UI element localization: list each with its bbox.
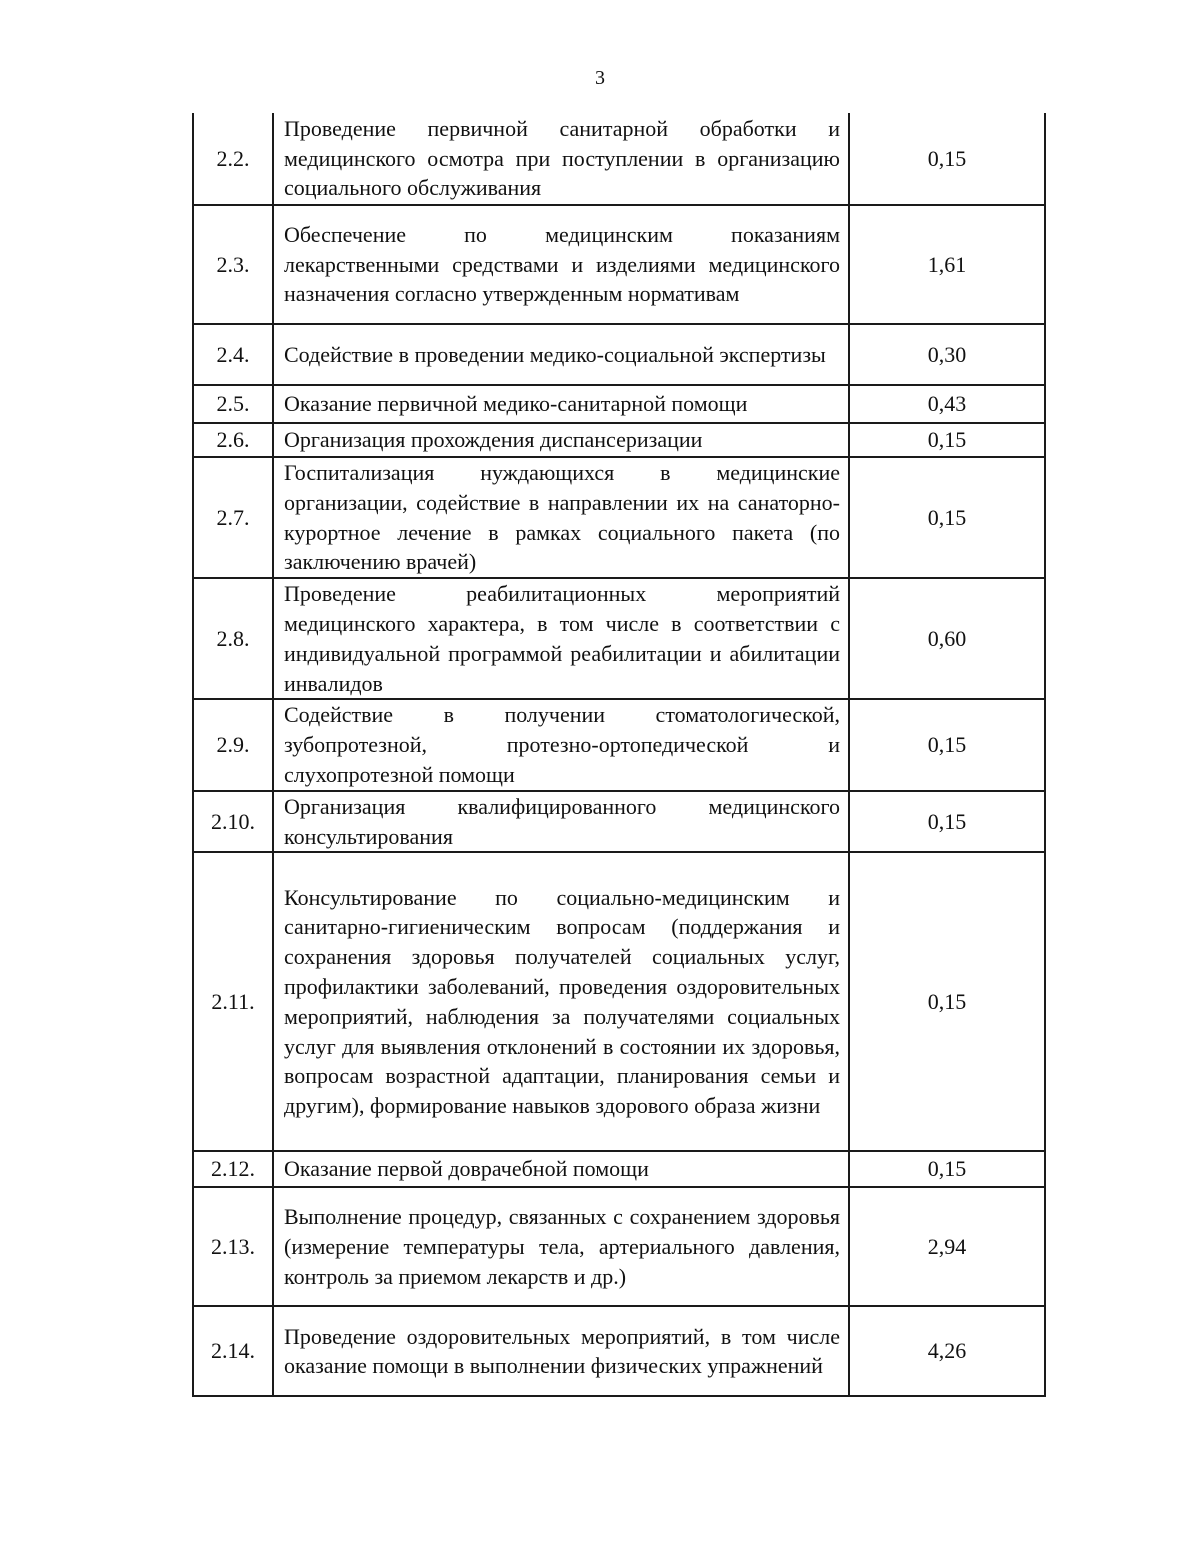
table-row [193,1187,1045,1306]
service-value: 0,15 [849,699,1045,790]
service-description: Организация прохождения диспансеризации [273,423,849,457]
service-value: 0,43 [849,385,1045,423]
service-description: Содействие в проведении медико-социальной экспертизы [273,324,849,385]
service-description: Организация квалифицированного медицинского консультирования [273,791,849,853]
row-number: 2.4. [193,324,273,385]
table-row [193,423,1045,457]
table-row [193,699,1045,790]
service-value: 1,61 [849,205,1045,324]
service-value: 0,15 [849,423,1045,457]
row-number: 2.9. [193,699,273,790]
row-number: 2.14. [193,1306,273,1396]
row-number: 2.5. [193,385,273,423]
table-row [193,205,1045,324]
service-value: 0,15 [849,113,1045,205]
row-number: 2.3. [193,205,273,324]
service-description: Содействие в получении стоматологической, зубопротезной, протезно-ортопедической и слухопротезной помощи [273,699,849,790]
table-row [193,324,1045,385]
row-number: 2.10. [193,791,273,853]
service-value: 0,15 [849,852,1045,1151]
table-row [193,1306,1045,1396]
table-row [193,385,1045,423]
table-row [193,1151,1045,1187]
page-number: 3 [595,67,605,89]
service-description: Проведение оздоровительных мероприятий, в том числе оказание помощи в выполнении физических упражнений [273,1306,849,1396]
row-number: 2.6. [193,423,273,457]
row-number: 2.7. [193,457,273,578]
table-row [193,791,1045,853]
row-number: 2.13. [193,1187,273,1306]
table-row [193,113,1045,205]
service-description: Проведение реабилитационных мероприятий медицинского характера, в том числе в соответствии с индивидуальной программой реабилитации и абилитации инвалидов [273,578,849,699]
service-value: 0,15 [849,791,1045,853]
row-number: 2.8. [193,578,273,699]
service-description: Госпитализация нуждающихся в медицинские организации, содействие в направлении их на санаторно-курортное лечение в рамках социального пакета (по заключению врачей) [273,457,849,578]
service-description: Проведение первичной санитарной обработки и медицинского осмотра при поступлении в организацию социального обслуживания [273,113,849,205]
row-number: 2.11. [193,852,273,1151]
service-value: 4,26 [849,1306,1045,1396]
table-row [193,852,1045,1151]
service-description: Выполнение процедур, связанных с сохранением здоровья (измерение температуры тела, артериального давления, контроль за приемом лекарств и др.) [273,1187,849,1306]
service-description: Обеспечение по медицинским показаниям лекарственными средствами и изделиями медицинского назначения согласно утвержденным нормативам [273,205,849,324]
services-table [192,113,1046,1397]
table-row [193,578,1045,699]
service-value: 0,60 [849,578,1045,699]
service-value: 2,94 [849,1187,1045,1306]
service-description: Оказание первичной медико-санитарной помощи [273,385,849,423]
service-value: 0,15 [849,1151,1045,1187]
service-description: Оказание первой доврачебной помощи [273,1151,849,1187]
service-description: Консультирование по социально-медицинским и санитарно-гигиеническим вопросам (поддержания и сохранения здоровья получателей социальных услуг, профилактики заболеваний, проведения оздоровительных мероприятий, наблюдения за получателями социальных услуг для выявления отклонений в состоянии их здоровья, вопросам возрастной адаптации, планирования семьи и другим), формирование навыков здорового образа жизни [273,852,849,1151]
service-value: 0,15 [849,457,1045,578]
table-row [193,457,1045,578]
service-value: 0,30 [849,324,1045,385]
row-number: 2.12. [193,1151,273,1187]
row-number: 2.2. [193,113,273,205]
